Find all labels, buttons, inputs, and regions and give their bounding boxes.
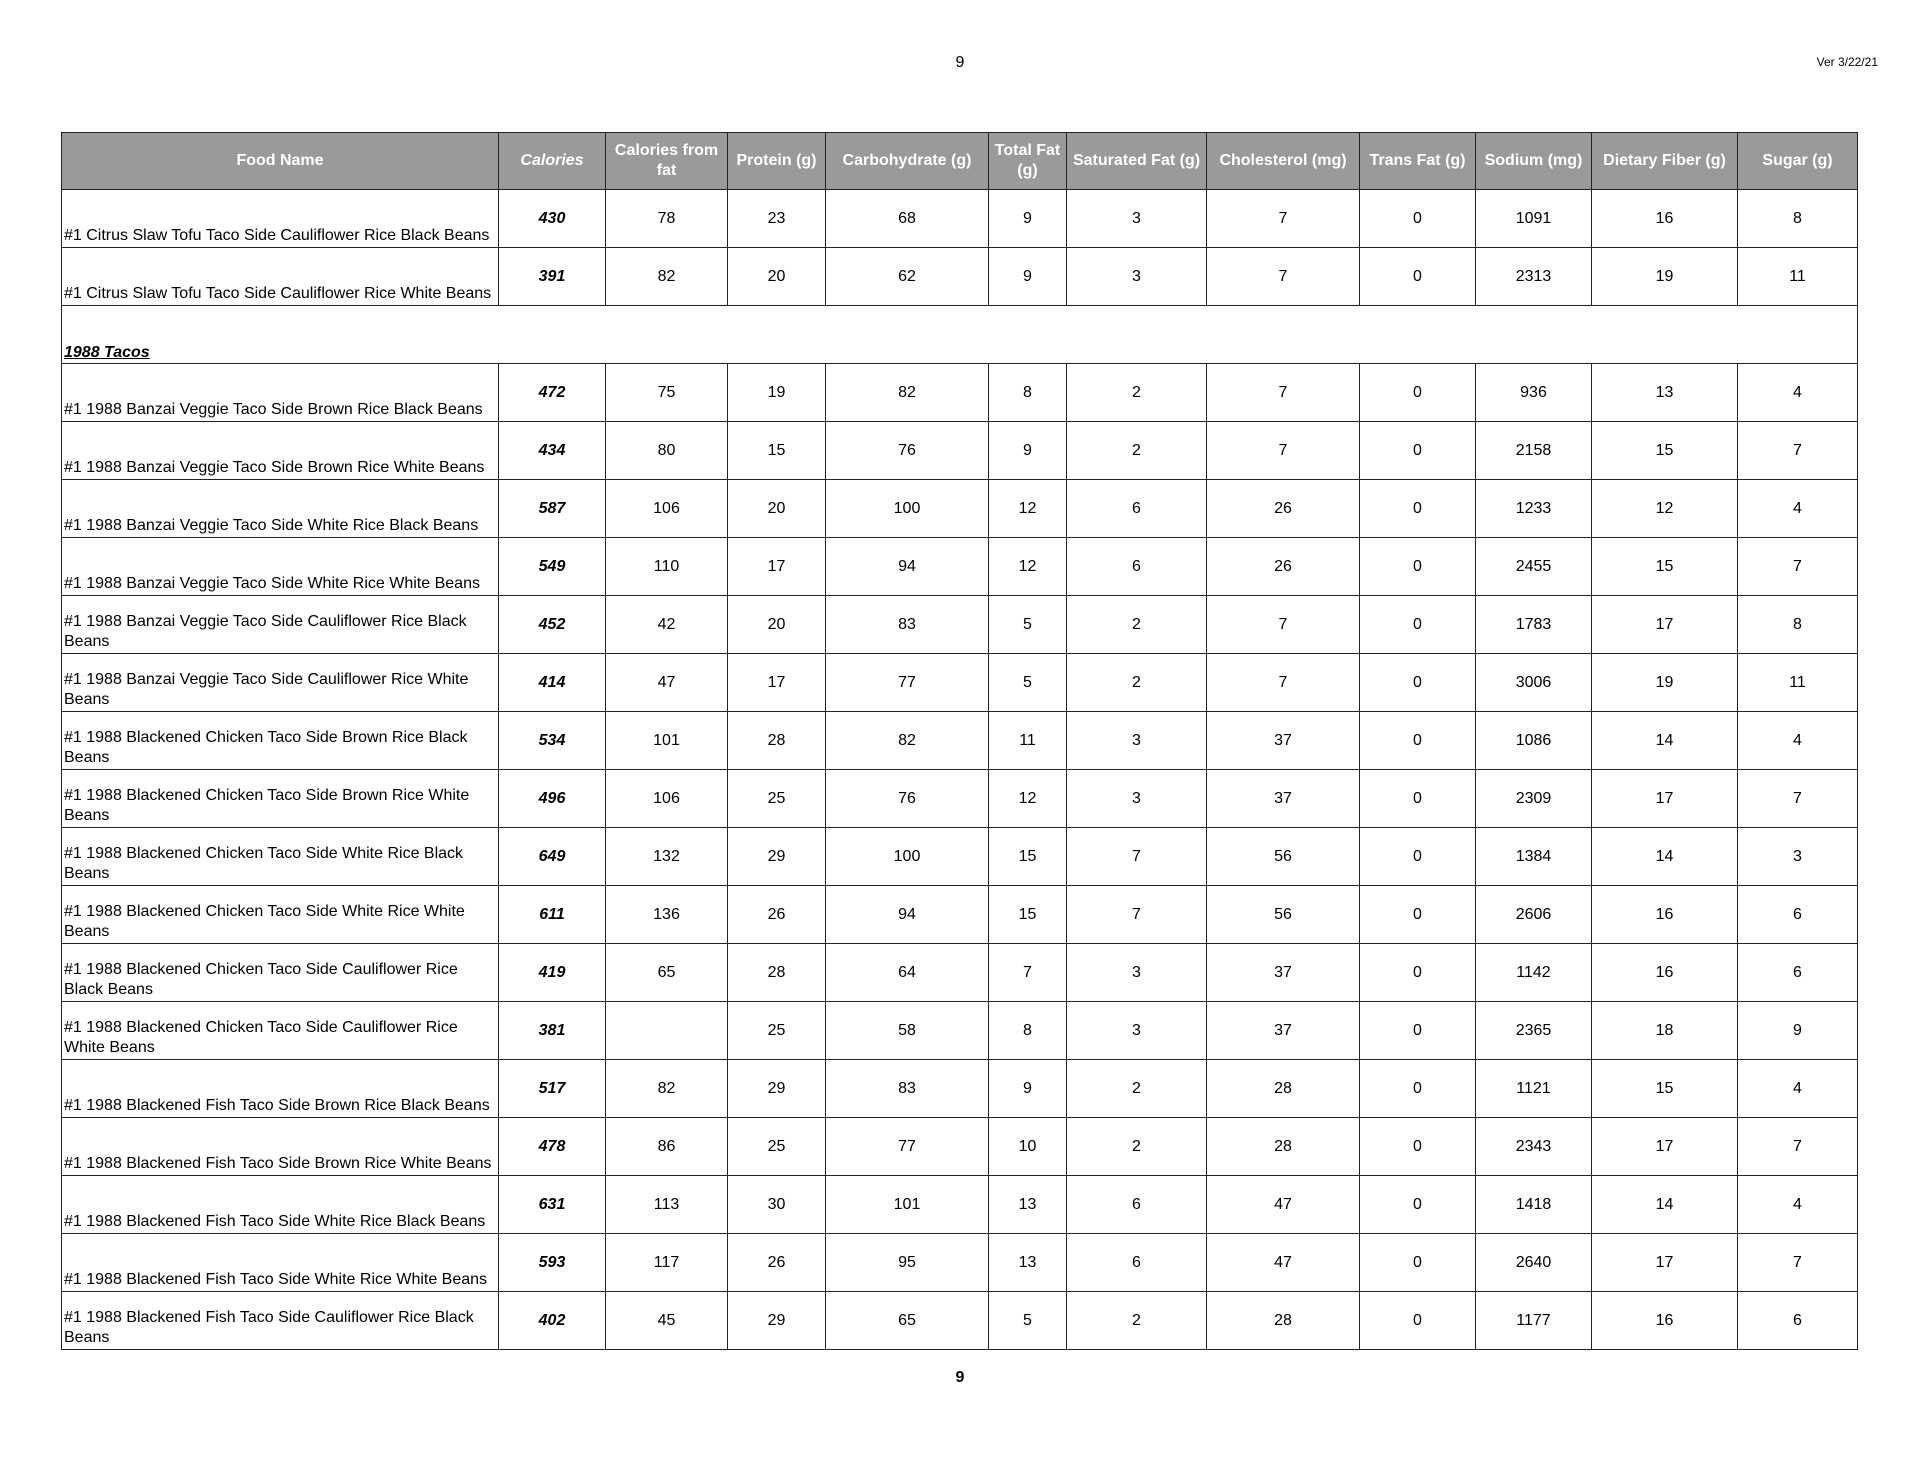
value-cell: 15	[989, 886, 1067, 944]
value-cell: 0	[1360, 770, 1476, 828]
value-cell: 0	[1360, 886, 1476, 944]
value-cell: 14	[1592, 828, 1738, 886]
table-row	[62, 248, 1858, 306]
section-row	[62, 306, 1858, 364]
col-header-calories: Calories	[499, 133, 606, 190]
value-cell: 64	[826, 944, 989, 1002]
value-cell: 7	[1207, 364, 1360, 422]
value-cell: 6	[1067, 480, 1207, 538]
calories-cell: 434	[499, 422, 606, 480]
value-cell: 25	[728, 1002, 826, 1060]
col-header-cholesterol: Cholesterol (mg)	[1207, 133, 1360, 190]
value-cell: 7	[1738, 538, 1858, 596]
value-cell: 3	[1067, 190, 1207, 248]
value-cell: 62	[826, 248, 989, 306]
value-cell: 136	[606, 886, 728, 944]
value-cell: 106	[606, 480, 728, 538]
value-cell: 0	[1360, 190, 1476, 248]
food-name-cell: #1 1988 Blackened Chicken Taco Side Cauliflower Rice Black Beans	[62, 944, 499, 1002]
value-cell: 68	[826, 190, 989, 248]
value-cell: 0	[1360, 712, 1476, 770]
value-cell: 3	[1067, 248, 1207, 306]
page-number-bottom: 9	[955, 1369, 965, 1386]
calories-cell: 631	[499, 1176, 606, 1234]
value-cell: 3006	[1476, 654, 1592, 712]
food-name-cell: #1 1988 Banzai Veggie Taco Side White Rice White Beans	[62, 538, 499, 596]
food-name-cell: #1 Citrus Slaw Tofu Taco Side Cauliflower Rice White Beans	[62, 248, 499, 306]
value-cell: 101	[606, 712, 728, 770]
value-cell: 3	[1067, 712, 1207, 770]
value-cell: 7	[1738, 422, 1858, 480]
food-name-cell: #1 1988 Banzai Veggie Taco Side Brown Rice Black Beans	[62, 364, 499, 422]
table-row	[62, 1292, 1858, 1350]
value-cell: 11	[989, 712, 1067, 770]
food-name-cell: #1 1988 Blackened Chicken Taco Side Cauliflower Rice White Beans	[62, 1002, 499, 1060]
value-cell: 75	[606, 364, 728, 422]
value-cell: 37	[1207, 1002, 1360, 1060]
value-cell: 47	[1207, 1176, 1360, 1234]
value-cell: 12	[989, 538, 1067, 596]
table-row	[62, 422, 1858, 480]
value-cell: 6	[1738, 886, 1858, 944]
value-cell: 2640	[1476, 1234, 1592, 1292]
value-cell: 7	[1067, 886, 1207, 944]
value-cell: 0	[1360, 828, 1476, 886]
value-cell: 37	[1207, 944, 1360, 1002]
value-cell: 4	[1738, 480, 1858, 538]
value-cell: 15	[1592, 422, 1738, 480]
food-name-cell: #1 1988 Blackened Fish Taco Side Brown Rice White Beans	[62, 1118, 499, 1176]
value-cell: 0	[1360, 654, 1476, 712]
col-header-food-name: Food Name	[62, 133, 499, 190]
value-cell: 94	[826, 886, 989, 944]
value-cell: 82	[606, 1060, 728, 1118]
value-cell: 9	[989, 1060, 1067, 1118]
value-cell: 2365	[1476, 1002, 1592, 1060]
value-cell: 86	[606, 1118, 728, 1176]
calories-cell: 549	[499, 538, 606, 596]
col-header-total-fat: Total Fat (g)	[989, 133, 1067, 190]
value-cell: 26	[1207, 538, 1360, 596]
value-cell: 2	[1067, 596, 1207, 654]
value-cell: 1233	[1476, 480, 1592, 538]
value-cell: 26	[1207, 480, 1360, 538]
value-cell: 28	[1207, 1292, 1360, 1350]
table-row	[62, 944, 1858, 1002]
value-cell: 28	[1207, 1060, 1360, 1118]
calories-cell: 472	[499, 364, 606, 422]
value-cell: 18	[1592, 1002, 1738, 1060]
food-name-cell: #1 1988 Banzai Veggie Taco Side White Rice Black Beans	[62, 480, 499, 538]
food-name-cell: #1 1988 Banzai Veggie Taco Side Cauliflower Rice Black Beans	[62, 596, 499, 654]
calories-cell: 419	[499, 944, 606, 1002]
value-cell: 0	[1360, 944, 1476, 1002]
value-cell: 5	[989, 1292, 1067, 1350]
value-cell: 1384	[1476, 828, 1592, 886]
value-cell: 2	[1067, 1118, 1207, 1176]
calories-cell: 430	[499, 190, 606, 248]
value-cell: 30	[728, 1176, 826, 1234]
value-cell: 15	[1592, 538, 1738, 596]
value-cell: 2455	[1476, 538, 1592, 596]
value-cell: 17	[1592, 1234, 1738, 1292]
table-row	[62, 770, 1858, 828]
value-cell: 14	[1592, 712, 1738, 770]
nutrition-table	[61, 132, 1858, 1350]
value-cell: 11	[1738, 248, 1858, 306]
value-cell: 28	[728, 944, 826, 1002]
calories-cell: 391	[499, 248, 606, 306]
calories-cell: 402	[499, 1292, 606, 1350]
value-cell: 5	[989, 596, 1067, 654]
value-cell: 7	[1207, 596, 1360, 654]
value-cell: 110	[606, 538, 728, 596]
value-cell: 29	[728, 1060, 826, 1118]
value-cell: 76	[826, 422, 989, 480]
value-cell: 10	[989, 1118, 1067, 1176]
value-cell: 37	[1207, 770, 1360, 828]
version-label: Ver 3/22/21	[1816, 55, 1878, 69]
value-cell: 56	[1207, 886, 1360, 944]
table-row	[62, 654, 1858, 712]
value-cell: 4	[1738, 364, 1858, 422]
food-name-cell: #1 1988 Blackened Fish Taco Side Brown Rice Black Beans	[62, 1060, 499, 1118]
value-cell: 13	[989, 1234, 1067, 1292]
col-header-protein: Protein (g)	[728, 133, 826, 190]
col-header-saturated-fat: Saturated Fat (g)	[1067, 133, 1207, 190]
value-cell: 3	[1067, 1002, 1207, 1060]
value-cell: 16	[1592, 944, 1738, 1002]
value-cell: 7	[1738, 770, 1858, 828]
table-row	[62, 1002, 1858, 1060]
food-name-cell: #1 1988 Blackened Fish Taco Side White Rice Black Beans	[62, 1176, 499, 1234]
value-cell: 8	[1738, 190, 1858, 248]
table-row	[62, 828, 1858, 886]
value-cell: 15	[989, 828, 1067, 886]
value-cell: 3	[1067, 770, 1207, 828]
value-cell: 2	[1067, 1292, 1207, 1350]
value-cell: 58	[826, 1002, 989, 1060]
value-cell: 0	[1360, 480, 1476, 538]
calories-cell: 587	[499, 480, 606, 538]
value-cell: 2313	[1476, 248, 1592, 306]
food-name-cell: #1 1988 Blackened Fish Taco Side Cauliflower Rice Black Beans	[62, 1292, 499, 1350]
value-cell: 1177	[1476, 1292, 1592, 1350]
value-cell: 6	[1067, 1176, 1207, 1234]
col-header-carbohydrate: Carbohydrate (g)	[826, 133, 989, 190]
value-cell: 0	[1360, 1176, 1476, 1234]
calories-cell: 517	[499, 1060, 606, 1118]
value-cell: 100	[826, 480, 989, 538]
value-cell: 82	[826, 364, 989, 422]
value-cell: 7	[1067, 828, 1207, 886]
value-cell: 936	[1476, 364, 1592, 422]
value-cell: 8	[1738, 596, 1858, 654]
value-cell: 1121	[1476, 1060, 1592, 1118]
value-cell: 16	[1592, 886, 1738, 944]
value-cell: 82	[826, 712, 989, 770]
value-cell: 15	[1592, 1060, 1738, 1118]
food-name-cell: #1 1988 Banzai Veggie Taco Side Brown Rice White Beans	[62, 422, 499, 480]
table-row	[62, 1060, 1858, 1118]
value-cell: 113	[606, 1176, 728, 1234]
calories-cell: 611	[499, 886, 606, 944]
calories-cell: 496	[499, 770, 606, 828]
table-row	[62, 596, 1858, 654]
food-name-cell: #1 1988 Banzai Veggie Taco Side Cauliflower Rice White Beans	[62, 654, 499, 712]
value-cell: 11	[1738, 654, 1858, 712]
value-cell: 20	[728, 248, 826, 306]
value-cell: 28	[1207, 1118, 1360, 1176]
value-cell: 4	[1738, 712, 1858, 770]
table-row	[62, 1176, 1858, 1234]
calories-cell: 478	[499, 1118, 606, 1176]
value-cell: 17	[1592, 596, 1738, 654]
value-cell: 45	[606, 1292, 728, 1350]
value-cell: 17	[728, 538, 826, 596]
value-cell: 78	[606, 190, 728, 248]
value-cell: 65	[606, 944, 728, 1002]
value-cell: 17	[1592, 1118, 1738, 1176]
value-cell: 6	[1067, 538, 1207, 596]
value-cell: 0	[1360, 248, 1476, 306]
value-cell: 83	[826, 596, 989, 654]
value-cell: 106	[606, 770, 728, 828]
col-header-sodium: Sodium (mg)	[1476, 133, 1592, 190]
value-cell: 65	[826, 1292, 989, 1350]
value-cell: 2309	[1476, 770, 1592, 828]
value-cell: 0	[1360, 364, 1476, 422]
value-cell: 2343	[1476, 1118, 1592, 1176]
value-cell: 37	[1207, 712, 1360, 770]
value-cell: 29	[728, 1292, 826, 1350]
table-row	[62, 1118, 1858, 1176]
value-cell: 95	[826, 1234, 989, 1292]
food-name-cell: #1 1988 Blackened Fish Taco Side White Rice White Beans	[62, 1234, 499, 1292]
calories-cell: 593	[499, 1234, 606, 1292]
value-cell: 25	[728, 1118, 826, 1176]
value-cell: 16	[1592, 190, 1738, 248]
col-header-sugar: Sugar (g)	[1738, 133, 1858, 190]
value-cell: 8	[989, 1002, 1067, 1060]
calories-cell: 381	[499, 1002, 606, 1060]
value-cell: 6	[1738, 1292, 1858, 1350]
value-cell: 117	[606, 1234, 728, 1292]
value-cell: 13	[989, 1176, 1067, 1234]
value-cell: 8	[989, 364, 1067, 422]
value-cell: 1086	[1476, 712, 1592, 770]
value-cell: 25	[728, 770, 826, 828]
value-cell: 7	[1207, 248, 1360, 306]
value-cell: 77	[826, 654, 989, 712]
calories-cell: 452	[499, 596, 606, 654]
calories-cell: 649	[499, 828, 606, 886]
value-cell: 14	[1592, 1176, 1738, 1234]
value-cell: 7	[1207, 190, 1360, 248]
value-cell: 2158	[1476, 422, 1592, 480]
value-cell: 26	[728, 886, 826, 944]
table-row	[62, 364, 1858, 422]
value-cell: 20	[728, 480, 826, 538]
value-cell: 0	[1360, 1292, 1476, 1350]
value-cell: 47	[1207, 1234, 1360, 1292]
value-cell: 19	[728, 364, 826, 422]
value-cell: 2	[1067, 364, 1207, 422]
value-cell: 13	[1592, 364, 1738, 422]
table-row	[62, 886, 1858, 944]
value-cell: 77	[826, 1118, 989, 1176]
value-cell: 100	[826, 828, 989, 886]
value-cell: 7	[1207, 654, 1360, 712]
value-cell: 6	[1067, 1234, 1207, 1292]
page-number-top: 9	[955, 54, 965, 71]
value-cell: 12	[989, 770, 1067, 828]
value-cell: 7	[989, 944, 1067, 1002]
value-cell: 132	[606, 828, 728, 886]
table-row	[62, 1234, 1858, 1292]
value-cell: 1091	[1476, 190, 1592, 248]
value-cell: 83	[826, 1060, 989, 1118]
food-name-cell: #1 1988 Blackened Chicken Taco Side White Rice White Beans	[62, 886, 499, 944]
food-name-cell: #1 1988 Blackened Chicken Taco Side White Rice Black Beans	[62, 828, 499, 886]
col-header-dietary-fiber: Dietary Fiber (g)	[1592, 133, 1738, 190]
value-cell: 12	[989, 480, 1067, 538]
value-cell: 42	[606, 596, 728, 654]
value-cell: 28	[728, 712, 826, 770]
table-row	[62, 712, 1858, 770]
value-cell: 12	[1592, 480, 1738, 538]
value-cell: 1142	[1476, 944, 1592, 1002]
value-cell: 82	[606, 248, 728, 306]
value-cell: 7	[1207, 422, 1360, 480]
value-cell: 1418	[1476, 1176, 1592, 1234]
value-cell	[606, 1002, 728, 1060]
value-cell: 7	[1738, 1234, 1858, 1292]
value-cell: 9	[989, 190, 1067, 248]
value-cell: 3	[1067, 944, 1207, 1002]
value-cell: 19	[1592, 248, 1738, 306]
col-header-trans-fat: Trans Fat (g)	[1360, 133, 1476, 190]
value-cell: 26	[728, 1234, 826, 1292]
value-cell: 56	[1207, 828, 1360, 886]
value-cell: 94	[826, 538, 989, 596]
food-name-cell: #1 1988 Blackened Chicken Taco Side Brown Rice White Beans	[62, 770, 499, 828]
col-header-calories-from-fat: Calories from fat	[606, 133, 728, 190]
value-cell: 80	[606, 422, 728, 480]
value-cell: 16	[1592, 1292, 1738, 1350]
value-cell: 9	[989, 248, 1067, 306]
food-name-cell: #1 Citrus Slaw Tofu Taco Side Cauliflower Rice Black Beans	[62, 190, 499, 248]
value-cell: 7	[1738, 1118, 1858, 1176]
value-cell: 0	[1360, 1002, 1476, 1060]
value-cell: 0	[1360, 422, 1476, 480]
table-row	[62, 190, 1858, 248]
calories-cell: 534	[499, 712, 606, 770]
value-cell: 5	[989, 654, 1067, 712]
value-cell: 101	[826, 1176, 989, 1234]
value-cell: 0	[1360, 538, 1476, 596]
table-header-row	[62, 133, 1858, 190]
value-cell: 47	[606, 654, 728, 712]
calories-cell: 414	[499, 654, 606, 712]
value-cell: 17	[1592, 770, 1738, 828]
table-body	[62, 190, 1858, 1350]
value-cell: 76	[826, 770, 989, 828]
value-cell: 0	[1360, 1118, 1476, 1176]
value-cell: 29	[728, 828, 826, 886]
section-title: 1988 Tacos	[62, 306, 1858, 364]
value-cell: 9	[989, 422, 1067, 480]
table-row	[62, 480, 1858, 538]
value-cell: 6	[1738, 944, 1858, 1002]
value-cell: 23	[728, 190, 826, 248]
value-cell: 2	[1067, 1060, 1207, 1118]
value-cell: 3	[1738, 828, 1858, 886]
value-cell: 15	[728, 422, 826, 480]
value-cell: 0	[1360, 596, 1476, 654]
value-cell: 2	[1067, 422, 1207, 480]
table-row	[62, 538, 1858, 596]
value-cell: 0	[1360, 1234, 1476, 1292]
value-cell: 1783	[1476, 596, 1592, 654]
value-cell: 0	[1360, 1060, 1476, 1118]
value-cell: 20	[728, 596, 826, 654]
food-name-cell: #1 1988 Blackened Chicken Taco Side Brown Rice Black Beans	[62, 712, 499, 770]
value-cell: 17	[728, 654, 826, 712]
value-cell: 2	[1067, 654, 1207, 712]
value-cell: 19	[1592, 654, 1738, 712]
value-cell: 4	[1738, 1176, 1858, 1234]
value-cell: 4	[1738, 1060, 1858, 1118]
value-cell: 9	[1738, 1002, 1858, 1060]
value-cell: 2606	[1476, 886, 1592, 944]
